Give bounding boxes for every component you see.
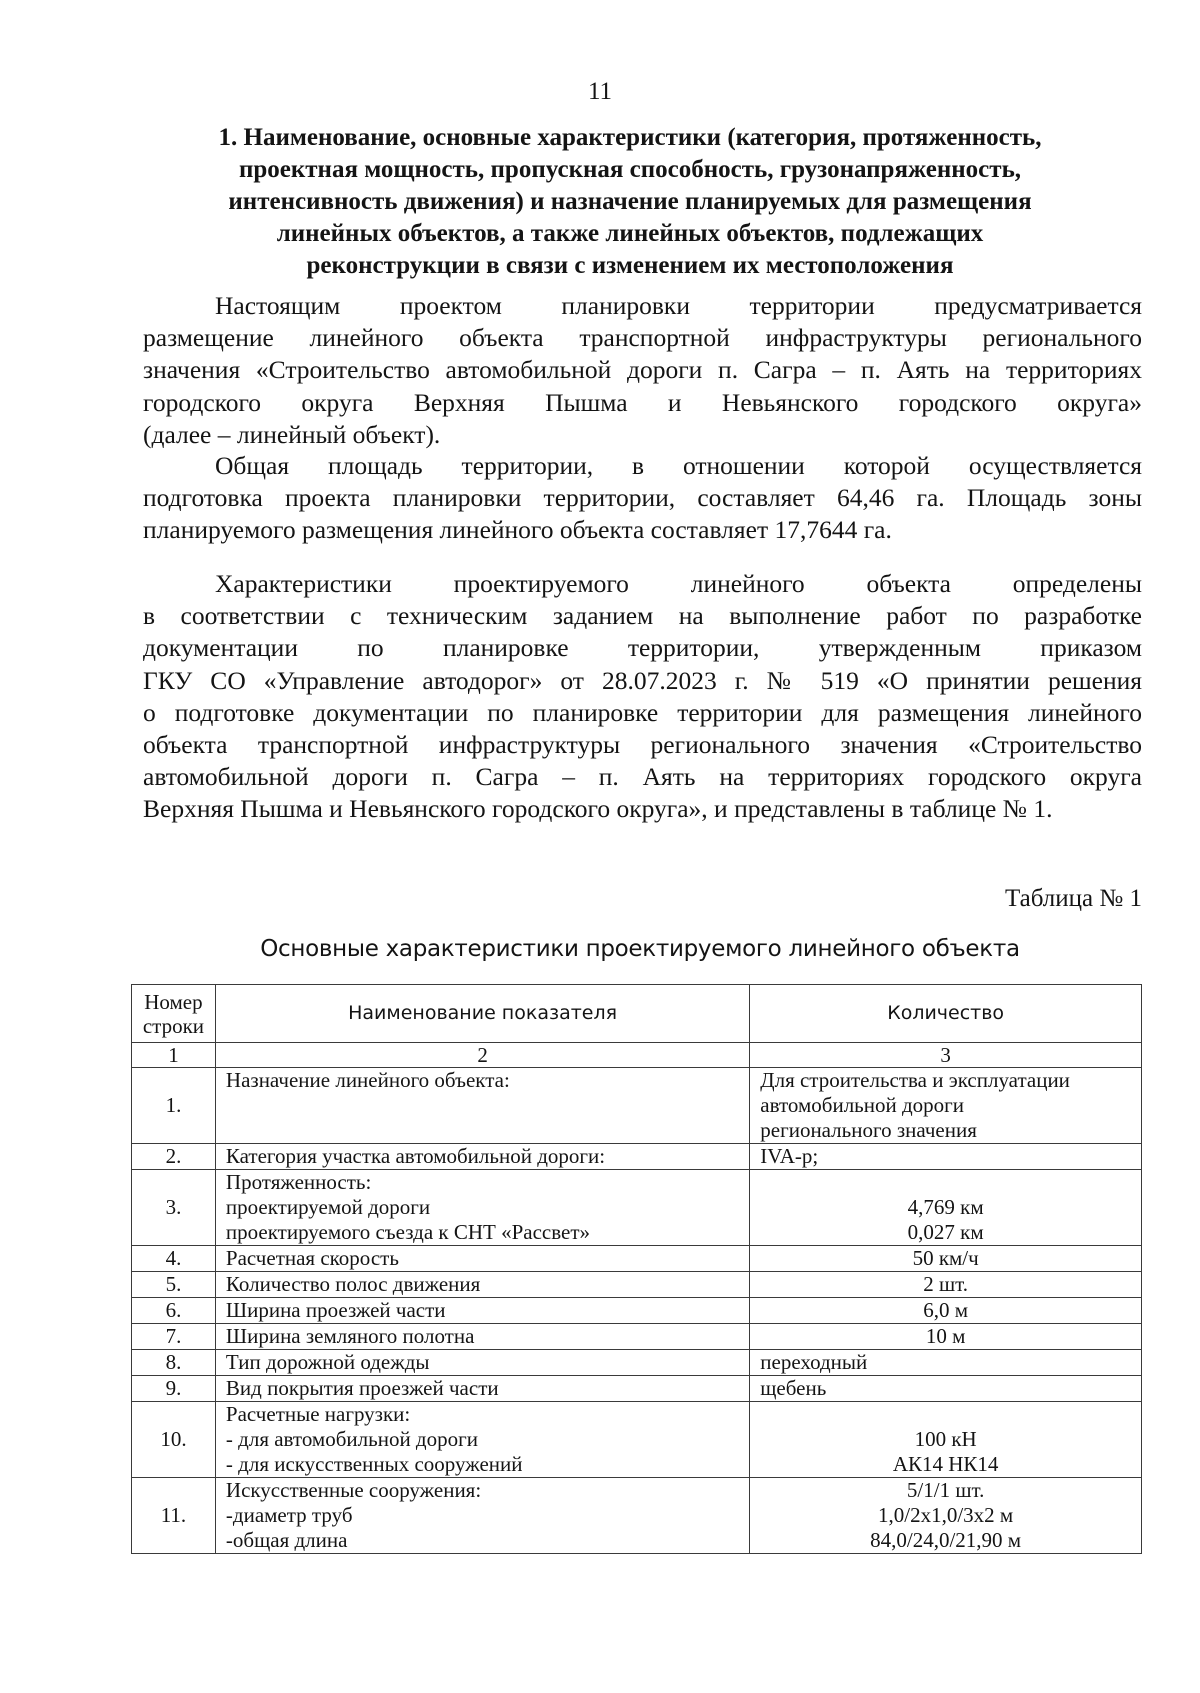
row-qty-cell (750, 1068, 1142, 1144)
table-row (132, 1324, 1142, 1350)
row-qty-cell (750, 1170, 1142, 1246)
cell-line: щебень (760, 1376, 827, 1400)
table-caption: Основные характеристики проектируемого линейного объекта (260, 936, 1020, 962)
page-number: 11 (587, 78, 613, 105)
row-number-cell: 4. (132, 1246, 216, 1272)
cell-line: 0,027 км (907, 1220, 984, 1244)
header-number-line: строки (142, 1013, 205, 1038)
row-number-cell: 11. (132, 1478, 216, 1554)
table-row (132, 1478, 1142, 1554)
cell-line: -общая длина (225, 1528, 348, 1552)
paragraph-line: объекта транспортной инфраструктуры регионального значения «Строительство (143, 730, 1142, 760)
table-body (132, 985, 1142, 1554)
cell-line: проектируемого съезда к СНТ «Рассвет» (225, 1220, 591, 1244)
row-number-cell: 5. (132, 1272, 216, 1298)
row-number-cell: 3. (132, 1170, 216, 1246)
table-row (132, 1170, 1142, 1246)
row-number-cell: 8. (132, 1350, 216, 1376)
heading-line: интенсивность движения) и назначение планируемых для размещения (228, 188, 1032, 215)
cell-line (760, 1170, 1131, 1195)
paragraph-line: городского округа Верхняя Пышма и Невьянского городского округа» (143, 387, 1142, 417)
paragraph-line: размещение линейного объекта транспортной инфраструктуры регионального (143, 323, 1142, 353)
cell-line: переходный (760, 1350, 868, 1374)
paragraph-line: документации по планировке территории, утвержденным приказом (143, 633, 1142, 663)
row-name-cell (215, 1170, 749, 1246)
table-row (132, 1376, 1142, 1402)
table-row (132, 1298, 1142, 1324)
row-qty-cell (750, 1272, 1142, 1298)
header-name-cell: Наименование показателя (215, 985, 749, 1043)
table-index-row (132, 1043, 1142, 1068)
cell-line (760, 1402, 1131, 1427)
heading-line: проектная мощность, пропускная способность, грузонапряженность, (238, 156, 1022, 183)
cell-line: - для автомобильной дороги (225, 1427, 478, 1451)
paragraph-line: (далее – линейный объект). (143, 419, 441, 449)
cell-line: 1,0/2х1,0/3х2 м (878, 1503, 1014, 1527)
table-row (132, 1144, 1142, 1170)
row-qty-cell (750, 1144, 1142, 1170)
cell-line: Для строительства и эксплуатации (760, 1068, 1070, 1092)
row-qty-cell (750, 1402, 1142, 1478)
row-qty-cell (750, 1324, 1142, 1350)
row-name-cell (215, 1246, 749, 1272)
cell-line: Тип дорожной одежды (225, 1350, 430, 1374)
row-qty-cell (750, 1246, 1142, 1272)
table-label: Таблица № 1 (1004, 885, 1142, 912)
header-number-cell (132, 985, 216, 1043)
cell-line: Искусственные сооружения: (225, 1478, 482, 1502)
cell-line: 2 шт. (923, 1272, 969, 1296)
cell-line: - для искусственных сооружений (225, 1452, 523, 1476)
cell-line: 50 км/ч (912, 1246, 979, 1270)
row-number-cell: 7. (132, 1324, 216, 1350)
row-name-cell (215, 1402, 749, 1478)
row-name-cell (215, 1144, 749, 1170)
table-row (132, 1246, 1142, 1272)
row-name-cell (215, 1478, 749, 1554)
row-qty-cell (750, 1298, 1142, 1324)
row-qty-cell (750, 1376, 1142, 1402)
header-number-line: Номер (144, 989, 203, 1014)
cell-line: -диаметр труб (225, 1503, 353, 1527)
row-name-cell (215, 1324, 749, 1350)
cell-line: 10 м (925, 1324, 966, 1348)
cell-line: Категория участка автомобильной дороги: (225, 1144, 606, 1168)
cell-line: 100 кН (914, 1427, 977, 1451)
row-qty-cell (750, 1350, 1142, 1376)
row-number-cell: 9. (132, 1376, 216, 1402)
row-name-cell (215, 1376, 749, 1402)
cell-line: IVA-р; (760, 1144, 819, 1168)
cell-line: Расчетные нагрузки: (225, 1402, 411, 1426)
cell-line: Ширина земляного полотна (225, 1324, 475, 1348)
paragraph-line: ГКУ СО «Управление автодорог» от 28.07.2023 г. № 519 «О принятии решения (143, 665, 1142, 695)
paragraph-line: Настоящим проектом планировки территории предусматривается (215, 291, 1142, 320)
cell-line: Вид покрытия проезжей части (225, 1376, 499, 1400)
paragraph-characteristics (143, 568, 1142, 826)
paragraph-line: планируемого размещения линейного объекта составляет 17,7644 га. (143, 515, 892, 545)
index-cell: 3 (750, 1043, 1142, 1068)
cell-line: Расчетная скорость (225, 1246, 399, 1270)
paragraph-line: автомобильной дороги п. Сагра – п. Аять на территориях городского округа (143, 762, 1142, 792)
section-heading (150, 122, 1110, 282)
cell-line: 6,0 м (923, 1298, 969, 1322)
cell-line: 84,0/24,0/21,90 м (870, 1528, 1022, 1552)
row-qty-cell (750, 1478, 1142, 1554)
paragraph-project-scope (143, 290, 1142, 451)
heading-line: реконструкции в связи с изменением их местоположения (306, 252, 954, 279)
cell-line: Протяженность: (225, 1170, 372, 1194)
row-number-cell: 6. (132, 1298, 216, 1324)
table-row (132, 1402, 1142, 1478)
index-cell: 1 (132, 1043, 216, 1068)
cell-line: 4,769 км (907, 1195, 984, 1219)
paragraph-line: значения «Строительство автомобильной дороги п. Сагра – п. Аять на территориях (143, 355, 1142, 385)
paragraph-area (143, 450, 1142, 547)
characteristics-table (131, 984, 1142, 1554)
cell-line: проектируемой дороги (225, 1195, 431, 1219)
row-name-cell (215, 1350, 749, 1376)
table-row (132, 1350, 1142, 1376)
table-row (132, 1272, 1142, 1298)
row-name-cell (215, 1068, 749, 1144)
heading-line: линейных объектов, а также линейных объектов, подлежащих (276, 220, 984, 247)
cell-line: АК14 НК14 (892, 1452, 999, 1476)
row-number-cell: 2. (132, 1144, 216, 1170)
cell-line: регионального значения (760, 1118, 977, 1142)
table-row (132, 1068, 1142, 1144)
paragraph-line: в соответствии с техническим заданием на выполнение работ по разработке (143, 601, 1142, 631)
header-qty-cell: Количество (750, 985, 1142, 1043)
paragraph-line: Характеристики проектируемого линейного объекта определены (215, 569, 1142, 598)
index-cell: 2 (215, 1043, 749, 1068)
row-name-cell (215, 1272, 749, 1298)
cell-line: 5/1/1 шт. (906, 1478, 985, 1502)
cell-line: Ширина проезжей части (225, 1298, 446, 1322)
cell-line: Назначение линейного объекта: (225, 1068, 510, 1092)
cell-line: Количество полос движения (225, 1272, 481, 1296)
paragraph-line: Верхняя Пышма и Невьянского городского округа», и представлены в таблице № 1. (143, 794, 1053, 824)
paragraph-line: Общая площадь территории, в отношении которой осуществляется (215, 451, 1142, 480)
paragraph-line: о подготовке документации по планировке территории для размещения линейного (143, 697, 1142, 727)
table-header-row (132, 985, 1142, 1043)
cell-line: автомобильной дороги (760, 1093, 965, 1117)
row-name-cell (215, 1298, 749, 1324)
paragraph-line: подготовка проекта планировки территории, составляет 64,46 га. Площадь зоны (143, 483, 1142, 513)
row-number-cell: 1. (132, 1068, 216, 1144)
row-number-cell: 10. (132, 1402, 216, 1478)
heading-line: 1. Наименование, основные характеристики (категория, протяженность, (218, 124, 1042, 151)
